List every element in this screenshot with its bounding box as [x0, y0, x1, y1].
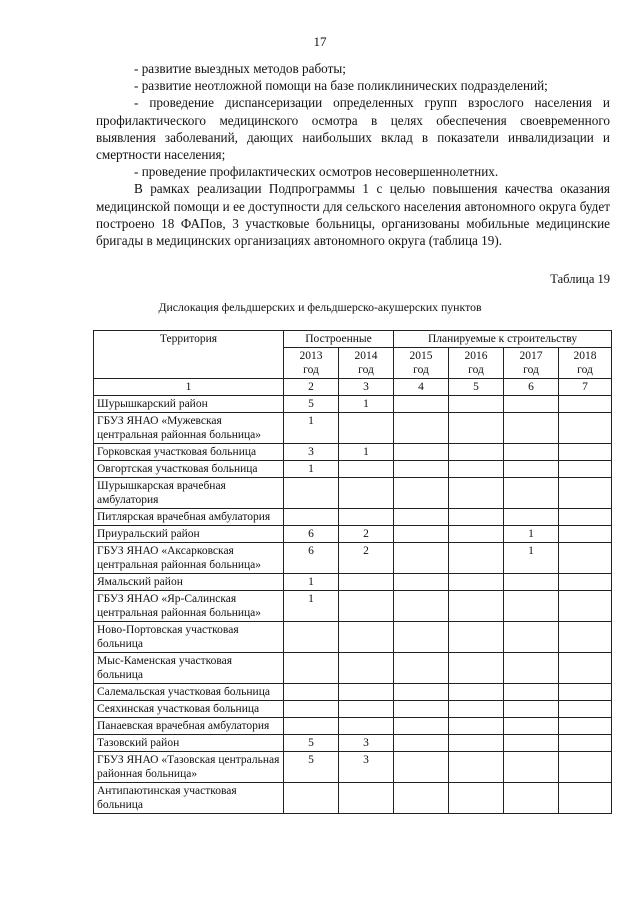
territory-name: Горковская участковая больница [94, 444, 284, 461]
value-cell [284, 684, 339, 701]
value-cell [394, 783, 449, 814]
table-row [94, 622, 612, 653]
value-cell [559, 684, 612, 701]
table-row [94, 526, 612, 543]
value-cell [284, 718, 339, 735]
territory-name: Мыс-Каменская участковая больница [94, 653, 284, 684]
header-built: Построенные [284, 331, 394, 348]
value-cell [559, 461, 612, 478]
value-cell [504, 461, 559, 478]
value-cell [559, 783, 612, 814]
value-cell [394, 622, 449, 653]
territory-name: Панаевская врачебная амбулатория [94, 718, 284, 735]
territory-name: Тазовский район [94, 735, 284, 752]
value-cell [449, 413, 504, 444]
value-cell [284, 653, 339, 684]
value-cell: 5 [284, 735, 339, 752]
territory-name: Приуральский район [94, 526, 284, 543]
value-cell [559, 444, 612, 461]
value-cell [394, 509, 449, 526]
column-number: 2 [284, 379, 339, 396]
value-cell [559, 591, 612, 622]
value-cell [284, 701, 339, 718]
value-cell: 3 [284, 444, 339, 461]
table-row [94, 396, 612, 413]
value-cell [449, 701, 504, 718]
value-cell [339, 509, 394, 526]
value-cell [559, 526, 612, 543]
value-cell [504, 653, 559, 684]
value-cell [559, 509, 612, 526]
value-cell: 6 [284, 543, 339, 574]
paragraph: - развитие выездных методов работы; [134, 61, 346, 76]
value-cell [394, 752, 449, 783]
table-row [94, 461, 612, 478]
value-cell: 1 [284, 574, 339, 591]
value-cell [339, 574, 394, 591]
value-cell [449, 591, 504, 622]
table-row [94, 701, 612, 718]
value-cell [504, 718, 559, 735]
table-row [94, 478, 612, 509]
value-cell [449, 718, 504, 735]
header-planned: Планируемые к строительству [394, 331, 612, 348]
value-cell [504, 444, 559, 461]
value-cell [449, 622, 504, 653]
value-cell [339, 701, 394, 718]
value-cell [394, 526, 449, 543]
value-cell [504, 701, 559, 718]
value-cell: 5 [284, 396, 339, 413]
value-cell [504, 509, 559, 526]
year-label: 2018 [573, 350, 597, 362]
territory-name: Ново-Портовская участковая больница [94, 622, 284, 653]
column-number: 4 [394, 379, 449, 396]
column-number: 6 [504, 379, 559, 396]
territory-name: ГБУЗ ЯНАО «Аксарковская центральная районная больница» [94, 543, 284, 574]
body-text [96, 60, 610, 249]
value-cell [394, 413, 449, 444]
paragraph: - проведение диспансеризации определенных групп взрослого населения и профилактического медицинского осмотра в целях обеспечения своевременного выявления заболеваний, дающих наибольших вклад в показатели инвалидизации и смертности населения; [96, 95, 610, 163]
value-cell [339, 622, 394, 653]
dislocation-table [93, 330, 612, 814]
value-cell [559, 735, 612, 752]
value-cell [504, 684, 559, 701]
value-cell [504, 752, 559, 783]
value-cell [559, 653, 612, 684]
value-cell: 1 [504, 543, 559, 574]
value-cell [504, 396, 559, 413]
value-cell [394, 653, 449, 684]
value-cell [449, 653, 504, 684]
value-cell [394, 574, 449, 591]
year-label: 2013 [299, 350, 323, 362]
value-cell [504, 591, 559, 622]
value-cell [559, 413, 612, 444]
header-territory: Территория [94, 331, 284, 379]
header-year-2015 [394, 348, 449, 379]
year-label: 2017 [519, 350, 543, 362]
year-label: 2015 [409, 350, 433, 362]
value-cell [394, 735, 449, 752]
header-year-2013 [284, 348, 339, 379]
territory-name: Ямальский район [94, 574, 284, 591]
value-cell [449, 461, 504, 478]
value-cell [449, 444, 504, 461]
paragraph: - развитие неотложной помощи на базе поликлинических подразделений; [134, 78, 548, 94]
territory-name: ГБУЗ ЯНАО «Мужевская центральная районная больница» [94, 413, 284, 444]
paragraph: В рамках реализации Подпрограммы 1 с целью повышения качества оказания медицинской помощи и ее доступности для сельского населения автономного округа будет построено 18 ФАПов, 3 участковые больницы, организованы мобильные медицинские бригады в медицинских организациях автономного округа (таблица 19). [96, 181, 610, 249]
value-cell [449, 543, 504, 574]
table-caption: Таблица 19 [550, 272, 610, 286]
value-cell: 5 [284, 752, 339, 783]
table-row [94, 591, 612, 622]
territory-name: Шурышкарская врачебная амбулатория [94, 478, 284, 509]
year-label: 2014 [354, 350, 378, 362]
value-cell [449, 478, 504, 509]
value-cell [449, 735, 504, 752]
value-cell [449, 783, 504, 814]
value-cell [284, 478, 339, 509]
header-year-2017 [504, 348, 559, 379]
year-suffix: год [468, 364, 484, 376]
value-cell [504, 783, 559, 814]
value-cell [394, 591, 449, 622]
value-cell: 1 [339, 396, 394, 413]
year-suffix: год [523, 364, 539, 376]
value-cell [394, 396, 449, 413]
value-cell [504, 478, 559, 509]
value-cell: 1 [339, 444, 394, 461]
table-row [94, 444, 612, 461]
value-cell [449, 509, 504, 526]
header-year-2018 [559, 348, 612, 379]
table-title: Дислокация фельдшерских и фельдшерско-акушерских пунктов [158, 300, 482, 314]
value-cell [559, 622, 612, 653]
value-cell [394, 461, 449, 478]
column-number: 7 [559, 379, 612, 396]
value-cell [394, 444, 449, 461]
value-cell [504, 413, 559, 444]
value-cell: 1 [504, 526, 559, 543]
header-year-2016 [449, 348, 504, 379]
territory-name: Питлярская врачебная амбулатория [94, 509, 284, 526]
table-row [94, 543, 612, 574]
table-row [94, 653, 612, 684]
value-cell: 1 [284, 461, 339, 478]
value-cell [559, 718, 612, 735]
value-cell: 6 [284, 526, 339, 543]
value-cell: 1 [284, 413, 339, 444]
territory-name: Шурышкарский район [94, 396, 284, 413]
value-cell [559, 396, 612, 413]
value-cell [339, 478, 394, 509]
header-year-2014 [339, 348, 394, 379]
value-cell: 2 [339, 543, 394, 574]
value-cell [339, 591, 394, 622]
value-cell [449, 684, 504, 701]
value-cell [394, 684, 449, 701]
value-cell [449, 752, 504, 783]
value-cell: 2 [339, 526, 394, 543]
table-row [94, 509, 612, 526]
territory-name: Овгортская участковая больница [94, 461, 284, 478]
value-cell [394, 701, 449, 718]
value-cell [559, 701, 612, 718]
value-cell [339, 783, 394, 814]
value-cell [449, 396, 504, 413]
territory-name: ГБУЗ ЯНАО «Яр-Салинская центральная районная больница» [94, 591, 284, 622]
territory-name: ГБУЗ ЯНАО «Тазовская центральная районная больница» [94, 752, 284, 783]
value-cell [394, 718, 449, 735]
territory-name: Сеяхинская участковая больница [94, 701, 284, 718]
value-cell [284, 509, 339, 526]
table-row [94, 574, 612, 591]
value-cell: 1 [284, 591, 339, 622]
table-row [94, 752, 612, 783]
value-cell [394, 478, 449, 509]
value-cell [394, 543, 449, 574]
value-cell [339, 718, 394, 735]
value-cell [559, 543, 612, 574]
value-cell [339, 461, 394, 478]
value-cell [504, 574, 559, 591]
year-label: 2016 [464, 350, 488, 362]
column-number: 5 [449, 379, 504, 396]
value-cell [449, 574, 504, 591]
year-suffix: год [303, 364, 319, 376]
value-cell [449, 526, 504, 543]
value-cell [559, 478, 612, 509]
value-cell [339, 684, 394, 701]
value-cell: 3 [339, 752, 394, 783]
value-cell [339, 653, 394, 684]
table-row [94, 783, 612, 814]
table-row [94, 684, 612, 701]
value-cell: 3 [339, 735, 394, 752]
territory-name: Салемальская участковая больница [94, 684, 284, 701]
table-row [94, 413, 612, 444]
paragraph: - проведение профилактических осмотров несовершеннолетних. [134, 164, 499, 180]
value-cell [284, 622, 339, 653]
value-cell [284, 783, 339, 814]
column-number: 3 [339, 379, 394, 396]
value-cell [339, 413, 394, 444]
value-cell [559, 752, 612, 783]
value-cell [504, 735, 559, 752]
page-number: 17 [313, 34, 327, 49]
column-number: 1 [94, 379, 284, 396]
year-suffix: год [413, 364, 429, 376]
year-suffix: год [577, 364, 593, 376]
value-cell [559, 574, 612, 591]
territory-name: Антипаютинская участковая больница [94, 783, 284, 814]
value-cell [504, 622, 559, 653]
year-suffix: год [358, 364, 374, 376]
table-row [94, 718, 612, 735]
table-row [94, 735, 612, 752]
